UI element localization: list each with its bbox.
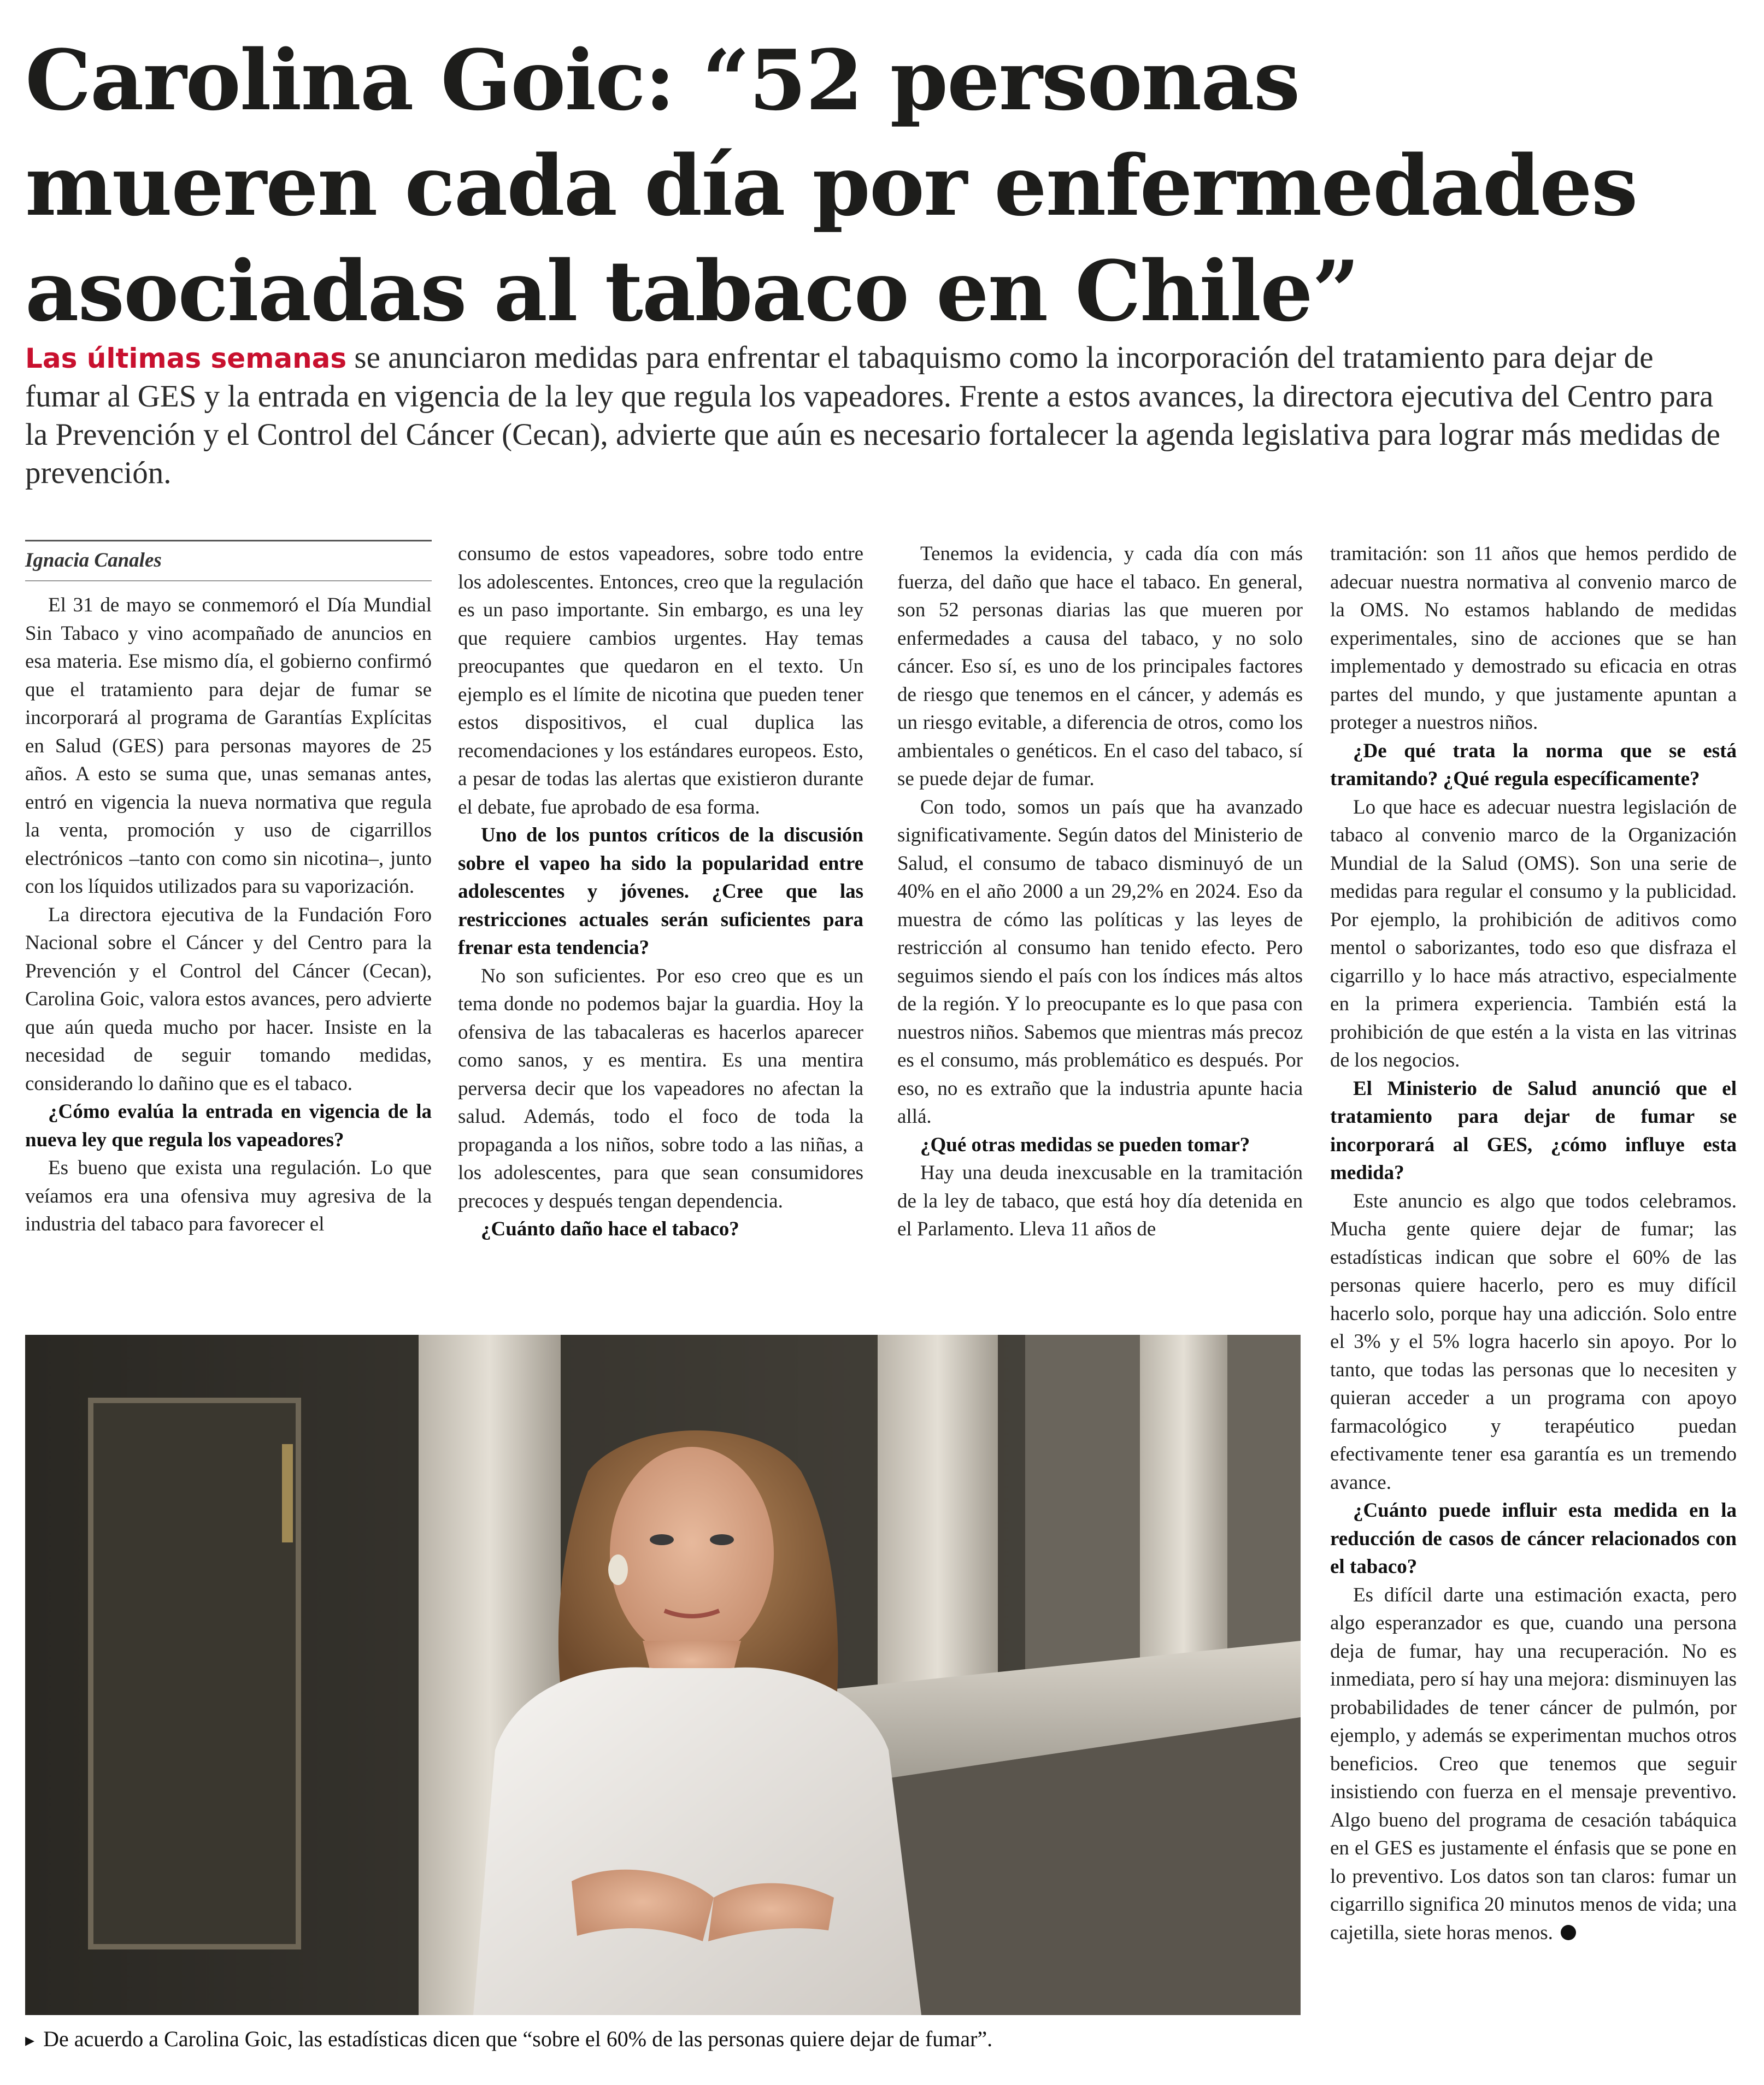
body-paragraph: Con todo, somos un país que ha avanzado significativamente. Según datos del Ministerio de Salud, el consumo de tabaco disminuyó de un 40% en el año 2000 a un 29,2% en 2024. Eso da muestra de cómo las políticas y las leyes de restricción al consumo han tenido efecto. Pero seguimos siendo el país con los índices más altos de la región. Y lo preocupante es lo que pasa con nuestros niños. Sabemos que mientras más precoz es el consumo, más problemático es después. Por eso, no es extraño que la industria apunte hacia allá.: [897, 796, 1303, 1128]
lead-text: se anunciaron medidas para enfrentar el tabaquismo como la incorporación del tratamiento para dejar de fumar al GES y la entrada en vigencia de la ley que regula los vapeadores. Frente a estos avances, la directora ejecutiva del Centro para la Prevención y el Control del Cáncer (Cecan), advierte que aún es necesario fortalecer la agenda legislativa para lograr más medidas de prevención.: [25, 340, 1720, 490]
interview-question: ¿De qué trata la norma que se está tramitando? ¿Qué regula específicamente?: [1330, 739, 1737, 790]
portrait-photo: [25, 1335, 1301, 2015]
body-paragraph: Lo que hace es adecuar nuestra legislación de tabaco al convenio marco de la Organización Mundial de la Salud (OMS). Son una serie de medidas para regular el consumo y la publicidad. Por ejemplo, la prohibición de aditivos como mentol o saborizantes, todo eso que disfraza el cigarrillo y lo hace más atractivo, especialmente en la primera experiencia. También está la prohibición de que estén a la vista en las vitrinas de los negocios.: [1330, 796, 1737, 1071]
article-column-4: [1330, 540, 1737, 2070]
body-paragraph: tramitación: son 11 años que hemos perdido de adecuar nuestra normativa al convenio marco de la OMS. No estamos hablando de medidas experimentales, sino de acciones que se han implementado y demostrado su eficacia en otras partes del mundo, y que justamente apuntan a proteger a nuestros niños.: [1330, 543, 1737, 734]
byline: Ignacia Canales: [25, 540, 432, 581]
article-column-3: [897, 540, 1303, 1244]
interview-question: ¿Cuánto daño hace el tabaco?: [481, 1218, 739, 1240]
photo-caption: [25, 2025, 1301, 2055]
article-column-1: [25, 540, 432, 1239]
body-paragraph: consumo de estos vapeadores, sobre todo entre los adolescentes. Entonces, creo que la regulación es un paso importante. Sin embargo, es una ley que requiere cambios urgentes. Hay temas preocupantes que quedaron en el texto. Un ejemplo es el límite de nicotina que pueden tener estos dispositivos, el cual duplica las recomendaciones y los estándares europeos. Esto, a pesar de todas las alertas que existieron durante el debate, fue aprobado de esa forma.: [458, 543, 863, 818]
body-paragraph: Este anuncio es algo que todos celebramos. Mucha gente quiere dejar de fumar; las estadísticas indican que sobre el 60% de las personas quiere hacerlo, pero es muy difícil hacerlo solo, porque hay una adicción. Solo entre el 3% y el 5% logra hacerlo sin apoyo. Por lo tanto, que todas las personas que lo necesiten y quieran acceder a un programa con apoyo farmacológico y terapéutico puedan efectivamente tener esa garantía es un tremendo avance.: [1330, 1189, 1737, 1494]
body-paragraph: La directora ejecutiva de la Fundación Foro Nacional sobre el Cáncer y del Centro para la Prevención y el Control del Cáncer (Cecan), Carolina Goic, valora estos avances, pero advierte que aún queda mucho por hacer. Insiste en la necesidad de seguir tomando medidas, considerando lo dañino que es el tabaco.: [25, 903, 432, 1095]
lead-kicker: Las últimas semanas: [25, 343, 347, 374]
article-column-2: [458, 540, 863, 1244]
closing-text: Es difícil darte una estimación exacta, pero algo esperanzador es que, cuando una persona deja de fumar, hay una recuperación. No es inmediata, pero sí hay una mejora: disminuyen las probabilidades de tener cáncer de pulmón, por ejemplo, y además se experimentan muchos otros beneficios. Creo que tenemos que seguir insistiendo con fuerza en el mensaje preventivo. Algo bueno del programa de cesación tabáquica en el GES es justamente el énfasis que se pone en lo preventivo. Los datos son tan claros: fumar un cigarrillo significa 20 minutos menos de vida; una cajetilla, siete horas menos.: [1330, 1583, 1737, 1944]
filled-circle-icon: [1561, 1925, 1576, 1940]
interview-question: El Ministerio de Salud anunció que el tratamiento para dejar de fumar se incorporará al GES, ¿cómo influye esta medida?: [1330, 1077, 1737, 1184]
body-paragraph: El 31 de mayo se conmemoró el Día Mundial Sin Tabaco y vino acompañado de anuncios en esa materia. Ese mismo día, el gobierno confirmó que el tratamiento para dejar de fumar se incorporará al programa de Garantías Explícitas en Salud (GES) para personas mayores de 25 años. A esto se suma que, unas semanas antes, entró en vigencia la nueva normativa que regula la venta, promoción y uso de cigarrillos electrónicos –tanto con como sin nicotina–, junto con los líquidos utilizados para su vaporización.: [25, 594, 432, 898]
interview-question: Uno de los puntos críticos de la discusión sobre el vapeo ha sido la popularidad entre adolescentes y jóvenes. ¿Cree que las restricciones actuales serán suficientes para frenar esta tendencia?: [458, 824, 863, 959]
triangle-right-icon: ▸: [25, 2030, 35, 2051]
lead-paragraph: [25, 339, 1725, 492]
headline-line-2: mueren cada día por enfermedades: [25, 137, 1637, 234]
portrait-illustration: [25, 1335, 1301, 2015]
interview-question: ¿Qué otras medidas se pueden tomar?: [920, 1133, 1250, 1156]
body-paragraph: [1330, 1581, 1737, 1947]
body-paragraph: Hay una deuda inexcusable en la tramitación de la ley de tabaco, que está hoy día detenida en el Parlamento. Lleva 11 años de: [897, 1162, 1303, 1240]
body-paragraph: Es bueno que exista una regulación. Lo que veíamos era una ofensiva muy agresiva de la industria del tabaco para favorecer el: [25, 1157, 432, 1235]
body-paragraph: No son suficientes. Por eso creo que es un tema donde no podemos bajar la guardia. Hoy la ofensiva de las tabacaleras es hacerlos aparecer como sanos, y es mentira. Es una mentira perversa decir que los vapeadores no afectan la salud. Además, todo el foco de toda la propaganda a los niños, sobre todo a las niñas, a los adolescentes, para que sean consumidores precoces y después tengan dependencia.: [458, 964, 863, 1212]
headline: [25, 27, 1730, 344]
headline-line-1: Carolina Goic: “52 personas: [25, 31, 1300, 129]
interview-question: ¿Cuánto puede influir esta medida en la reducción de casos de cáncer relacionados con el tabaco?: [1330, 1499, 1737, 1578]
headline-line-3: asociadas al tabaco en Chile”: [25, 242, 1359, 340]
interview-question: ¿Cómo evalúa la entrada en vigencia de la nueva ley que regula los vapeadores?: [25, 1100, 432, 1151]
body-paragraph: Tenemos la evidencia, y cada día con más fuerza, del daño que hace el tabaco. En general, son 52 personas diarias las que mueren por enfermedades a causa del tabaco, y no solo cáncer. Eso sí, es uno de los principales factores de riesgo que tenemos en el cáncer, y además es un riesgo evitable, a diferencia de otros, como los ambientales o genéticos. En el caso del tabaco, sí se puede dejar de fumar.: [897, 543, 1303, 790]
caption-text: De acuerdo a Carolina Goic, las estadísticas dicen que “sobre el 60% de las personas quiere dejar de fumar”.: [43, 2027, 993, 2051]
